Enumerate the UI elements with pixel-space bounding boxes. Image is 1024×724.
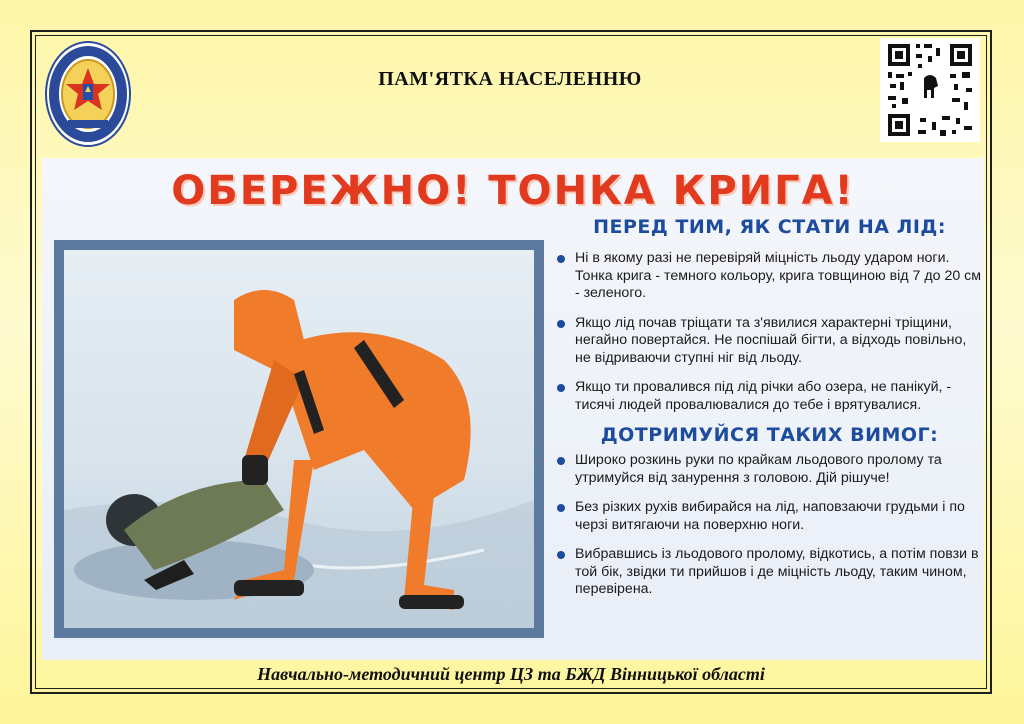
- bullet-icon: [557, 320, 565, 328]
- list-item: Вибравшись із льодового пролому, відкотись, а потім повзи в той бік, звідки ти прийшов і де міцність льоду, таким чином, перевірена.: [557, 546, 982, 599]
- rescue-illustration: [54, 240, 544, 638]
- bullet-icon: [557, 457, 565, 465]
- qr-code-icon: [880, 38, 980, 142]
- poster-headline: ОБЕРЕЖНО! ТОНКА КРИГА!: [171, 168, 855, 214]
- section-heading-requirements: ДОТРИМУЙСЯ ТАКИХ ВИМОГ:: [600, 424, 939, 446]
- rules-list-before-ice: [557, 250, 982, 414]
- list-item: Ні в якому разі не перевіряй міцність льоду ударом ноги. Тонка крига - темного кольору, крига товщиною від 7 до 20 см - зеленого.: [557, 250, 982, 303]
- bullet-icon: [557, 504, 565, 512]
- footer-organization: Навчально-методичний центр ЦЗ та БЖД Вінницької області: [257, 664, 765, 684]
- civil-protection-emblem-icon: [44, 40, 132, 148]
- page-title: ПАМ'ЯТКА НАСЕЛЕННЮ: [378, 68, 642, 90]
- bullet-icon: [557, 255, 565, 263]
- list-item: Якщо лід почав тріщати та з'явилися характерні тріщини, негайно повертайся. Не поспішай бігти, а відходь повільно, не відриваючи ступні ніг від льоду.: [557, 315, 982, 368]
- list-item: Широко розкинь руки по крайкам льодового пролому та утримуйся від занурення з головою. Дій рішуче!: [557, 452, 982, 487]
- bullet-icon: [557, 384, 565, 392]
- list-item: Без різких рухів вибирайся на лід, наповзаючи грудьми і по черзі витягаючи на поверхню ноги.: [557, 499, 982, 534]
- instructions-panel: [557, 216, 982, 599]
- list-item: Якщо ти провалився під лід річки або озера, не панікуй, - тисячі людей провалювалися до тебе і врятувалися.: [557, 379, 982, 414]
- section-heading-before-ice: ПЕРЕД ТИМ, ЯК СТАТИ НА ЛІД:: [593, 216, 946, 238]
- safety-poster: [42, 158, 984, 660]
- bullet-icon: [557, 551, 565, 559]
- rules-list-requirements: [557, 452, 982, 599]
- rescuer-figure-icon: [64, 250, 534, 628]
